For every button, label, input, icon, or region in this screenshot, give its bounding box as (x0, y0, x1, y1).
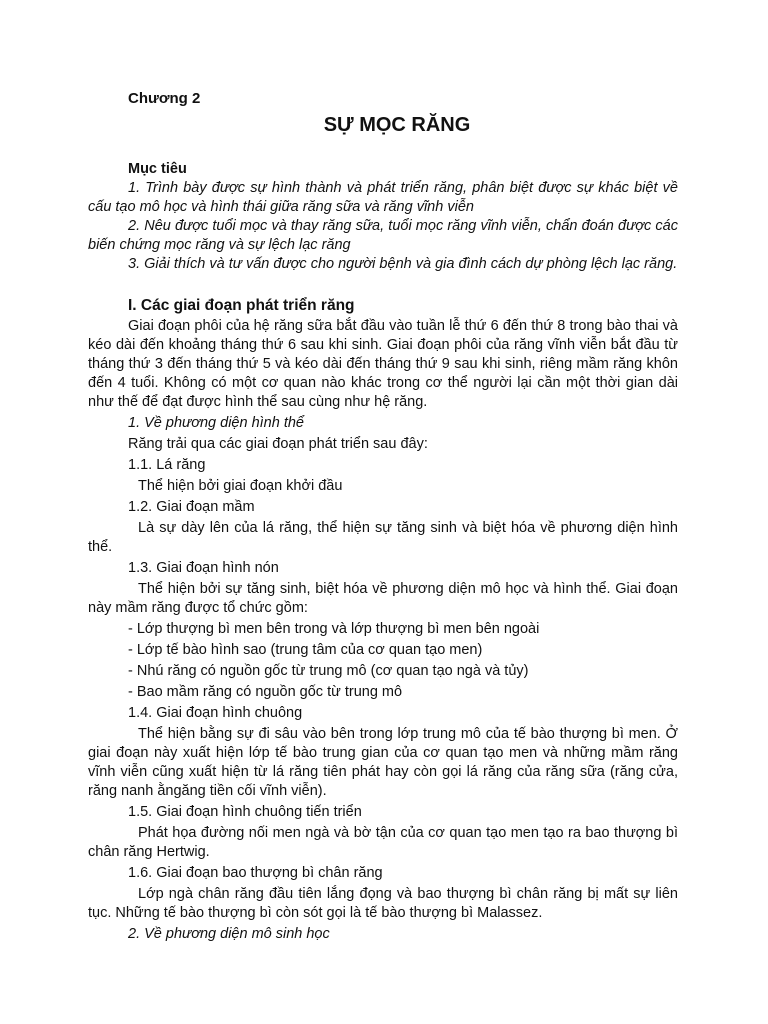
chapter-label: Chương 2 (128, 90, 201, 107)
objectives-heading: Mục tiêu (128, 161, 187, 177)
subsection-heading: 2. Về phương diện mô sinh học (128, 926, 330, 942)
section-intro-paragraph: Giai đoạn phôi của hệ răng sữa bắt đầu vào tuần lễ thứ 6 đến thứ 8 trong bào thai và kéo dài đến khoảng tháng thứ 6 sau khi sinh. Giai đoạn phôi của răng vĩnh viễn bắt đầu từ tháng thứ 3 đến tháng thứ 5 và kéo dài đến tháng thứ 9 sau khi sinh, riêng mầm răng khôn đến 4 tuổi. Không có một cơ quan nào khác trong cơ thể người lại cần một thời gian dài như thế để đạt được hình thể sau cùng như hệ răng. (88, 318, 678, 410)
stage-heading: 1.2. Giai đoạn mầm (128, 499, 255, 515)
objective-item: 1. Trình bày được sự hình thành và phát triển răng, phân biệt được sự khác biệt về cấu tạo mô học và hình thái giữa răng sữa và răng vĩnh viễn (88, 180, 678, 215)
stage-heading: 1.4. Giai đoạn hình chuông (128, 705, 303, 721)
stage-text: Thể hiện bằng sự đi sâu vào bên trong lớp trung mô của tế bào thượng bì men. Ở giai đoạn này xuất hiện lớp tế bào trung gian của cơ quan tạo men và những mầm răng vĩnh viễn cũng xuất hiện từ lá răng tiên phát hay còn gọi lá răng của răng sữa (răng cửa, răng nanh ằngăng tiền cối vĩnh viễn). (88, 726, 678, 799)
objective-item: 2. Nêu được tuổi mọc và thay răng sữa, tuổi mọc răng vĩnh viễn, chẩn đoán được các biến chứng mọc răng và sự lệch lạc răng (88, 218, 678, 253)
list-item: - Nhú răng có nguồn gốc từ trung mô (cơ quan tạo ngà và tủy) (128, 663, 529, 679)
stage-text: Thể hiện bởi giai đoạn khởi đầu (138, 478, 343, 494)
paragraph: Răng trải qua các giai đoạn phát triển sau đây: (128, 436, 428, 452)
section-heading: I. Các giai đoạn phát triển răng (128, 297, 355, 314)
stage-heading: 1.3. Giai đoạn hình nón (128, 560, 279, 576)
stage-text: Phát họa đường nối men ngà và bờ tận của cơ quan tạo men tạo ra bao thượng bì chân răng Hertwig. (88, 825, 678, 860)
stage-text: Thể hiện bởi sự tăng sinh, biệt hóa về phương diện mô học và hình thể. Giai đoạn này mầm răng được tổ chức gồm: (88, 581, 678, 616)
stage-text: Là sự dày lên của lá răng, thể hiện sự tăng sinh và biệt hóa về phương diện hình thể. (88, 520, 678, 555)
stage-heading: 1.5. Giai đoạn hình chuông tiến triển (128, 804, 362, 820)
document-page (88, 88, 678, 944)
objective-item: 3. Giải thích và tư vấn được cho người bệnh và gia đình cách dự phòng lệch lạc răng. (128, 256, 678, 272)
list-item: - Lớp thượng bì men bên trong và lớp thượng bì men bên ngoài (128, 621, 540, 637)
page-title: SỰ MỌC RĂNG (323, 114, 471, 136)
stage-heading: 1.6. Giai đoạn bao thượng bì chân răng (128, 865, 383, 881)
stage-text: Lớp ngà chân răng đầu tiên lắng đọng và bao thượng bì chân răng bị mất sự liên tục. Những tế bào thượng bì còn sót gọi là tế bào thượng bì Malassez. (88, 886, 678, 921)
stage-heading: 1.1. Lá răng (128, 457, 206, 473)
list-item: - Lớp tế bào hình sao (trung tâm của cơ quan tạo men) (128, 642, 483, 658)
subsection-heading: 1. Về phương diện hình thể (128, 415, 304, 431)
list-item: - Bao mầm răng có nguồn gốc từ trung mô (128, 684, 403, 700)
